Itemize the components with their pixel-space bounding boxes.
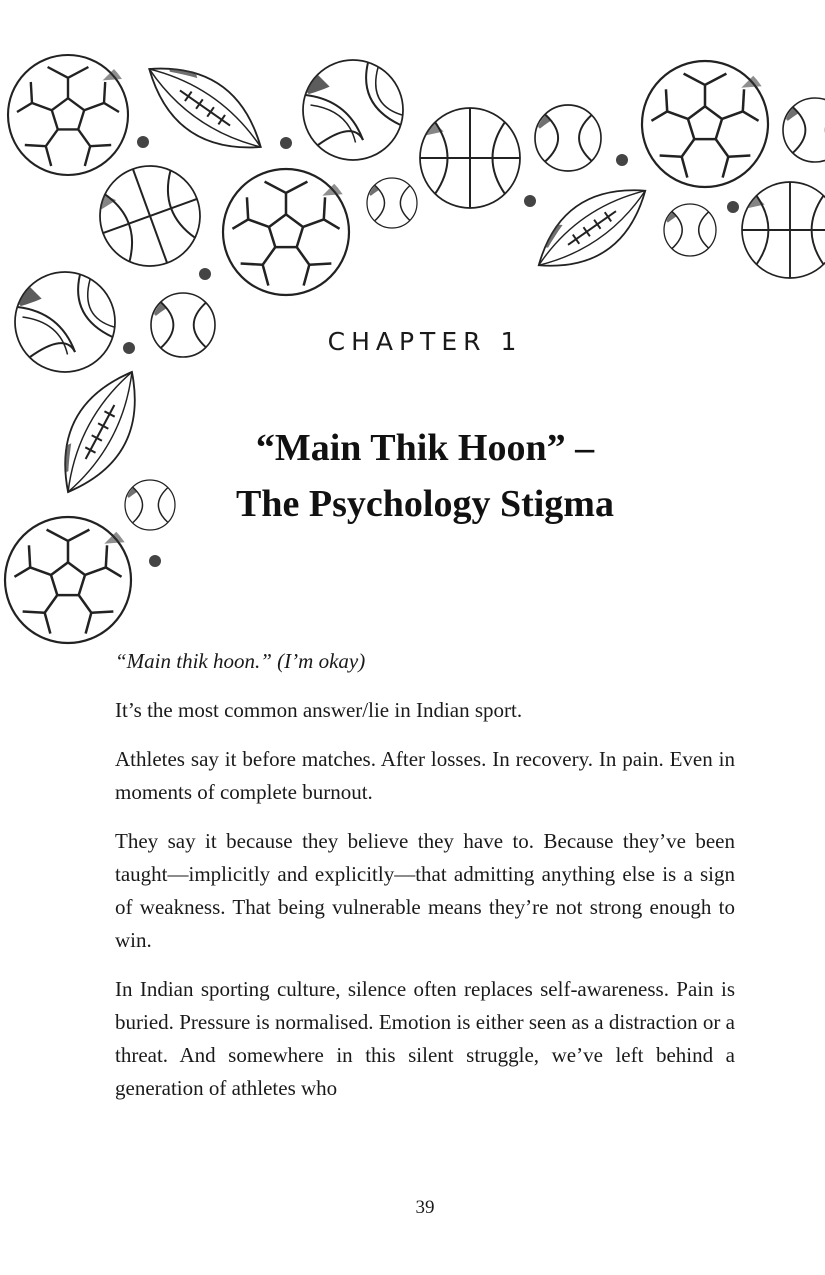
epigraph-paragraph: “Main thik hoon.” (I’m okay) bbox=[115, 649, 366, 673]
body-text bbox=[115, 645, 735, 1121]
page-number: 39 bbox=[415, 1197, 435, 1218]
soccer-ball-icon bbox=[223, 156, 349, 295]
basketball-icon bbox=[420, 108, 520, 208]
tennis-ball-icon bbox=[535, 105, 601, 171]
soccer-ball-icon bbox=[642, 48, 768, 187]
rugby-ball-icon bbox=[523, 169, 660, 287]
rugby-ball-icon bbox=[133, 46, 276, 169]
body-paragraph: Athletes say it before matches. After losses. In recovery. In pain. Even in moments of complete burnout. bbox=[115, 747, 735, 804]
volleyball-icon bbox=[303, 60, 403, 160]
tennis-ball-icon bbox=[783, 98, 825, 162]
soccer-ball-icon bbox=[8, 42, 128, 175]
body-paragraph: It’s the most common answer/lie in Indian sport. bbox=[115, 698, 523, 722]
tennis-ball-icon bbox=[664, 204, 716, 256]
body-paragraph: In Indian sporting culture, silence often replaces self-awareness. Pain is buried. Pressure is normalised. Emotion is either seen as a distraction or a threat. And somewhere in this silent struggle, we’ve left behind a generation of athletes who bbox=[115, 977, 735, 1100]
volleyball-icon bbox=[15, 272, 115, 372]
basketball-icon bbox=[742, 182, 825, 278]
chapter-title-line-2: The Psychology Stigma bbox=[236, 483, 614, 525]
body-paragraph: They say it because they believe they have to. Because they’ve been taught—implicitly and explicitly—that admitting anything else is a sign of weakness. That being vulnerable means they’re not strong enough to win. bbox=[115, 829, 735, 952]
chapter-label: CHAPTER 1 bbox=[327, 327, 523, 356]
chapter-title bbox=[0, 420, 825, 532]
basketball-icon bbox=[86, 152, 214, 280]
tennis-ball-icon bbox=[367, 178, 417, 228]
chapter-title-line-1: “Main Thik Hoon” – bbox=[255, 427, 595, 469]
